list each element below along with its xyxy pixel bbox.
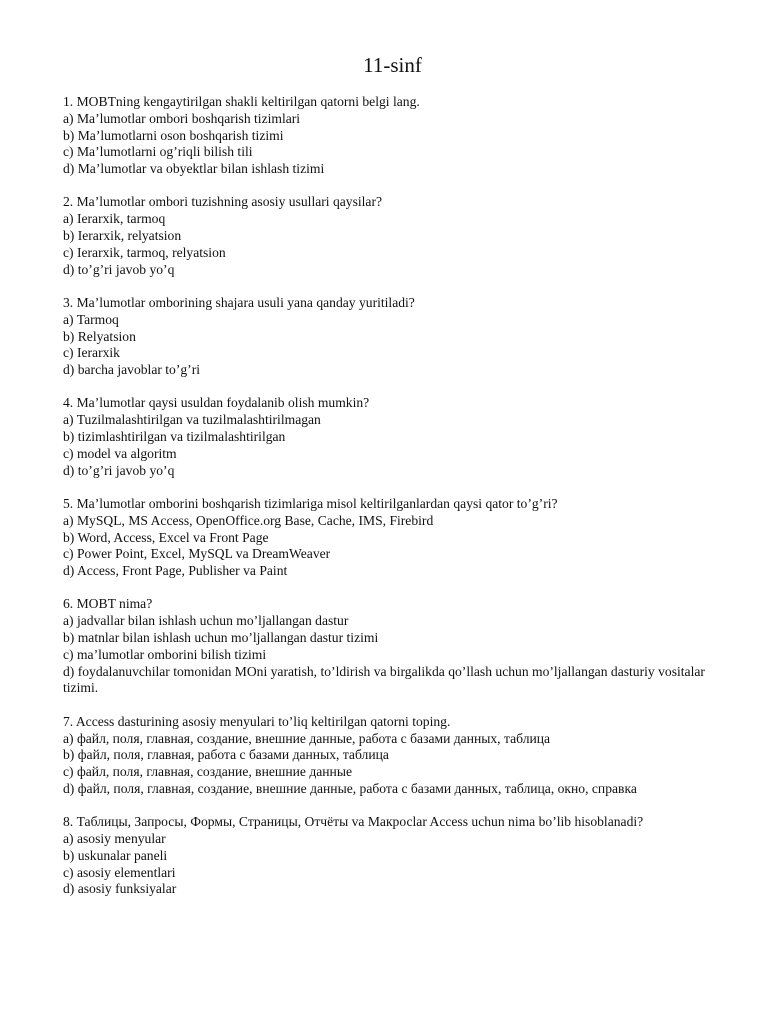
answer-option-a: a) файл, поля, главная, создание, внешние данные, работа с базами данных, таблица bbox=[63, 730, 551, 746]
answer-option-d: d) to’g’ri javob yo’q bbox=[63, 462, 175, 478]
question-text: 4. Ma’lumotlar qaysi usuldan foydalanib olish mumkin? bbox=[63, 395, 370, 411]
question-text: 1. MOBTning kengaytirilgan shakli keltirilgan qatorni belgi lang. bbox=[63, 94, 420, 109]
question-text: 3. Ma’lumotlar omborining shajara usuli yana qanday yuritiladi? bbox=[63, 294, 415, 310]
answer-option-c: c) Ierarxik bbox=[63, 345, 120, 361]
answer-option-d: d) asosiy funksiyalar bbox=[63, 881, 177, 897]
answer-option-c: c) ma’lumotlar omborini bilish tizimi bbox=[63, 646, 267, 662]
question-8 bbox=[63, 814, 708, 898]
answer-option-b: b) Word, Access, Excel va Front Page bbox=[63, 529, 269, 545]
answer-option-c: c) Ma’lumotlarni og’riqli bilish tili bbox=[63, 144, 253, 160]
answer-option-b: b) tizimlashtirilgan va tizilmalashtirilgan bbox=[63, 429, 286, 445]
answer-option-a: a) Tarmoq bbox=[63, 311, 119, 327]
answer-option-b: b) uskunalar paneli bbox=[63, 847, 168, 863]
answer-option-b: b) Ma’lumotlarni oson boshqarish tizimi bbox=[63, 127, 284, 143]
answer-option-b: b) Relyatsion bbox=[63, 328, 136, 344]
question-text: 5. Ma’lumotlar omborini boshqarish tizimlariga misol keltirilganlardan qaysi qator to’g’ri? bbox=[63, 495, 558, 511]
answer-option-c: c) файл, поля, главная, создание, внешние данные bbox=[63, 764, 352, 780]
question-5 bbox=[63, 496, 708, 580]
answer-option-c: c) Ierarxik, tarmoq, relyatsion bbox=[63, 244, 226, 260]
answer-option-c: c) model va algoritm bbox=[63, 445, 177, 461]
answer-option-d: d) barcha javoblar to’g’ri bbox=[63, 362, 201, 378]
answer-option-c: c) asosiy elementlari bbox=[63, 864, 176, 880]
answer-option-d: d) foydalanuvchilar tomonidan MOni yaratish, to’ldirish va birgalikda qo’llash uchun mo’ljallangan dasturiy vositalar tizimi. bbox=[63, 663, 705, 696]
answer-option-d: d) Access, Front Page, Publisher va Paint bbox=[63, 563, 288, 579]
question-text: 2. Ma’lumotlar ombori tuzishning asosiy usullari qaysilar? bbox=[63, 194, 383, 210]
answer-option-b: b) matnlar bilan ishlash uchun mo’ljallangan dastur tizimi bbox=[63, 630, 379, 646]
answer-option-a: a) jadvallar bilan ishlash uchun mo’ljallangan dastur bbox=[63, 613, 349, 629]
answer-option-a: a) Ierarxik, tarmoq bbox=[63, 211, 166, 227]
answer-option-d: d) файл, поля, главная, создание, внешние данные, работа с базами данных, таблица, окно, справка bbox=[63, 780, 637, 796]
question-7 bbox=[63, 714, 708, 798]
question-6 bbox=[63, 596, 708, 697]
question-3 bbox=[63, 295, 708, 379]
question-text: 6. MOBT nima? bbox=[63, 596, 153, 612]
answer-option-a: a) Tuzilmalashtirilgan va tuzilmalashtirilmagan bbox=[63, 412, 321, 428]
question-text: 7. Access dasturining asosiy menyulari to’liq keltirilgan qatorni toping. bbox=[63, 713, 451, 729]
answer-option-a: a) asosiy menyular bbox=[63, 830, 166, 846]
answer-option-a: a) MySQL, MS Access, OpenOffice.org Base, Cache, IMS, Firebird bbox=[63, 512, 434, 528]
answer-option-a: a) Ma’lumotlar ombori boshqarish tizimlari bbox=[63, 110, 301, 126]
question-1 bbox=[63, 94, 708, 178]
answer-option-b: b) Ierarxik, relyatsion bbox=[63, 228, 182, 244]
answer-option-d: d) to’g’ri javob yo’q bbox=[63, 261, 175, 277]
answer-option-c: c) Power Point, Excel, MySQL va DreamWeaver bbox=[63, 546, 331, 562]
answer-option-b: b) файл, поля, главная, работа с базами данных, таблица bbox=[63, 747, 389, 763]
question-4 bbox=[63, 395, 708, 479]
page-title: 11-sinf bbox=[363, 53, 422, 77]
question-text: 8. Таблицы, Запросы, Формы, Страницы, Отчёты va Макросlar Access uchun nima bo’lib hisoblanadi? bbox=[63, 814, 644, 830]
answer-option-d: d) Ma’lumotlar va obyektlar bilan ishlash tizimi bbox=[63, 161, 325, 177]
question-2 bbox=[63, 194, 708, 278]
